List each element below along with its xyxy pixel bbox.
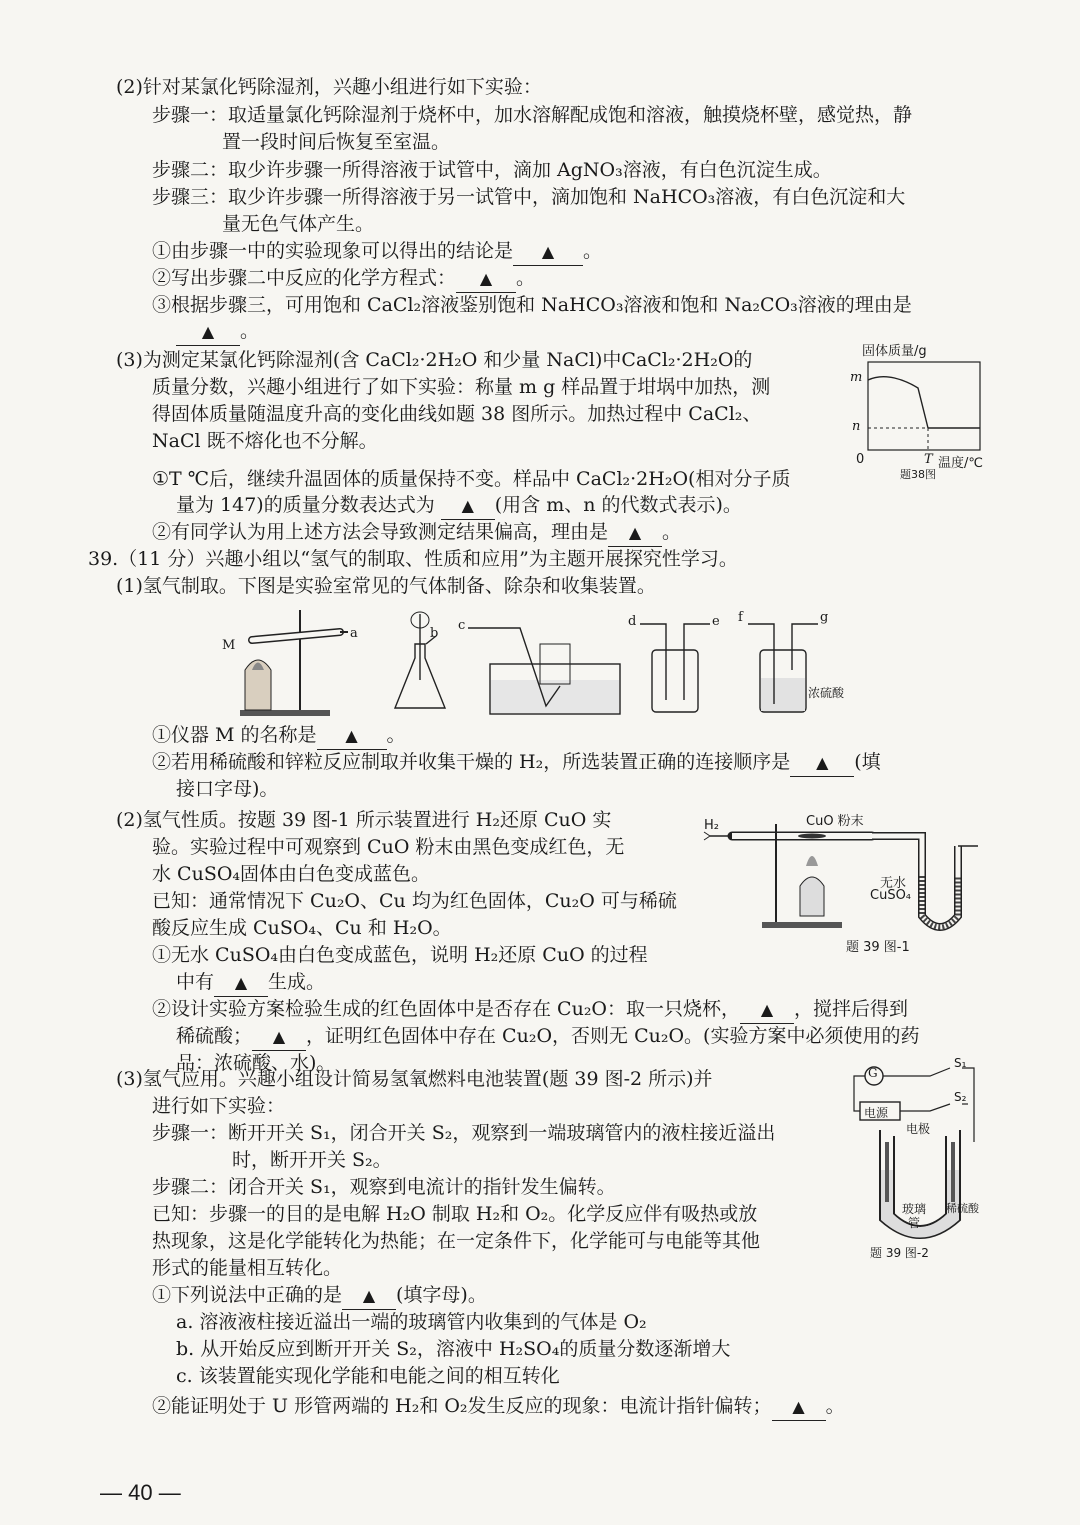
q38-3-q2: ②有同学认为用上述方法会导致测定结果偏高，理由是 ▲ 。 [152, 519, 681, 547]
q38-3-q1: ①T ℃后，继续升温固体的质量保持不变。样品中 CaCl₂·2H₂O(相对分子质 [152, 468, 791, 490]
q39-2-known1: 已知：通常情况下 Cu₂O、Cu 均为红色固体，Cu₂O 可与稀硫 [152, 890, 677, 912]
q39-2-line3: 水 CuSO₄固体由白色变成蓝色。 [152, 863, 431, 885]
apparatus-row [200, 600, 845, 720]
q39-1-q1: ①仪器 M 的名称是 ▲ 。 [152, 722, 406, 750]
figure-39-2-s2-label: S₂ [954, 1090, 967, 1104]
figure-39-1-apparatus [702, 806, 992, 956]
figure-39-2-fuel-cell [850, 1056, 990, 1260]
label-conc-acid: 浓硫酸 [808, 686, 845, 700]
q39-3-known2: 热现象，这是化学能转化为热能；在一定条件下，化学能可与电能等其他 [152, 1230, 761, 1252]
figure-38-ylabel: 固体质量/g [862, 344, 927, 359]
q39-3-step1-cont: 时，断开开关 S₂。 [232, 1149, 392, 1171]
label-c: c [458, 618, 466, 633]
figure-39-1-cuso4-label-2: CuSO₄ [870, 888, 912, 903]
q39-3-q1: ①下列说法中正确的是 ▲ (填字母)。 [152, 1282, 487, 1310]
q39-2-q2: ②设计实验方案检验生成的红色固体中是否存在 Cu₂O：取一只烧杯， ▲ ，搅拌后得到 [152, 996, 908, 1024]
q39-3-step1: 步骤一：断开开关 S₁，闭合开关 S₂，观察到一端玻璃管内的液柱接近溢出 [152, 1122, 776, 1144]
figure-38-origin: 0 [856, 452, 865, 467]
apparatus-svg [200, 600, 840, 720]
figure-38-mass-temperature [840, 336, 990, 481]
q39-3-known1: 已知：步骤一的目的是电解 H₂O 制取 H₂和 O₂。化学反应伴有吸热或放 [152, 1203, 758, 1225]
q39-3-option-c: c. 该装置能实现化学能和电能之间的相互转化 [176, 1365, 560, 1387]
q38-2-step1-cont: 置一段时间后恢复至室温。 [222, 131, 451, 153]
label-b: b [430, 626, 439, 641]
figure-38-n-label: n [852, 419, 861, 434]
q39-1-q2-cont: 接口字母)。 [176, 778, 279, 800]
q38-2-step3-cont: 量无色气体产生。 [222, 213, 375, 235]
q39-2-known2: 酸反应生成 CuSO₄、Cu 和 H₂O。 [152, 917, 452, 939]
figure-39-2-electrode-label: 电极 [906, 1122, 931, 1136]
q39-3-option-a: a. 溶液液柱接近溢出一端的玻璃管内收集到的气体是 O₂ [176, 1311, 647, 1333]
figure-38-m-label: m [850, 370, 863, 385]
q38-2-q1: ①由步骤一中的实验现象可以得出的结论是 ▲ 。 [152, 238, 602, 266]
q39-3-line1: (3)氢气应用。兴趣小组设计简易氢氧燃料电池装置(题 39 图-2 所示)并 [116, 1068, 713, 1090]
figure-39-2-acid-label: 稀硫酸 [946, 1202, 979, 1215]
q39-3-step2: 步骤二：闭合开关 S₁，观察到电流计的指针发生偏转。 [152, 1176, 616, 1198]
q39-3-line2: 进行如下实验： [152, 1095, 286, 1117]
figure-39-2-tube-label-2: 管 [908, 1216, 921, 1230]
label-g: g [820, 610, 829, 625]
label-a: a [350, 626, 358, 641]
q38-2-step3: 步骤三：取少许步骤一所得溶液于另一试管中，滴加饱和 NaHCO₃溶液，有白色沉淀和大 [152, 186, 906, 208]
q39-2-q1: ①无水 CuSO₄由白色变成蓝色，说明 H₂还原 CuO 的过程 [152, 944, 648, 966]
figure-38-xlabel: 温度/℃ [938, 456, 983, 471]
figure-39-2-power-label: 电源 [864, 1106, 889, 1120]
figure-39-2-galvanometer-label: G [868, 1066, 878, 1080]
label-e: e [712, 614, 720, 629]
q39-2-q2-cont2: 品：浓硫酸、水)。 [176, 1052, 336, 1074]
q38-3-line2: 质量分数，兴趣小组进行了如下实验：称量 m g 样品置于坩埚中加热，测 [152, 376, 771, 398]
q39-3-option-b: b. 从开始反应到断开开关 S₂，溶液中 H₂SO₄的质量分数逐渐增大 [176, 1338, 731, 1360]
figure-39-1-h2-label: H₂ [704, 818, 719, 833]
q39-heading: 39.（11 分）兴趣小组以“氢气的制取、性质和应用”为主题开展探究性学习。 [88, 548, 738, 570]
label-f: f [738, 610, 743, 625]
q39-3-known3: 形式的能量相互转化。 [152, 1257, 343, 1279]
page-number: — 40 — [100, 1480, 181, 1505]
figure-39-1-caption: 题 39 图-1 [846, 940, 910, 955]
q38-3-line3: 得固体质量随温度升高的变化曲线如题 38 图所示。加热过程中 CaCl₂、 [152, 403, 762, 425]
figure-38-caption: 题38图 [900, 468, 936, 481]
q38-3-line1: (3)为测定某氯化钙除湿剂(含 CaCl₂·2H₂O 和少量 NaCl)中CaCl₂·2H₂O的 [116, 349, 753, 371]
q38-2-q3: ③根据步骤三，可用饱和 CaCl₂溶液鉴别饱和 NaHCO₃溶液和饱和 Na₂CO₃溶液的理由是 [152, 294, 912, 316]
q39-3-q2: ②能证明处于 U 形管两端的 H₂和 O₂发生反应的现象：电流计指针偏转； ▲ 。 [152, 1393, 845, 1421]
label-d: d [628, 614, 637, 629]
q39-2-line1: (2)氢气性质。按题 39 图-1 所示装置进行 H₂还原 CuO 实 [116, 809, 612, 831]
q39-1-q2: ②若用稀硫酸和锌粒反应制取并收集干燥的 H₂，所选装置正确的连接顺序是 ▲ (填 [152, 749, 881, 777]
q39-2-q2-cont: 稀硫酸； ▲ ，证明红色固体中存在 Cu₂O，否则无 Cu₂O。(实验方案中必须使用的药 [176, 1023, 919, 1051]
q38-2-q3-blank: ▲ 。 [176, 318, 259, 346]
q38-2-step2: 步骤二：取少许步骤一所得溶液于试管中，滴加 AgNO₃溶液，有白色沉淀生成。 [152, 159, 832, 181]
figure-39-2-s1-label: S₁ [954, 1056, 967, 1070]
q39-2-q1-cont: 中有 ▲ 生成。 [176, 969, 325, 997]
figure-39-2-caption: 题 39 图-2 [870, 1246, 929, 1260]
figure-38-t-label: T [924, 452, 933, 467]
q38-2-intro: (2)针对某氯化钙除湿剂，兴趣小组进行如下实验： [116, 76, 542, 98]
q38-3-q1-cont: 量为 147)的质量分数表达式为 ▲ (用含 m、n 的代数式表示)。 [176, 492, 742, 520]
q38-2-q2: ②写出步骤二中反应的化学方程式： ▲ 。 [152, 265, 535, 293]
q38-2-step1: 步骤一：取适量氯化钙除湿剂于烧杯中，加水溶解配成饱和溶液，触摸烧杯壁，感觉热，静 [152, 104, 913, 126]
label-m: M [222, 638, 236, 653]
q39-1-intro: (1)氢气制取。下图是实验室常见的气体制备、除杂和收集装置。 [116, 575, 656, 597]
q39-2-line2: 验。实验过程中可观察到 CuO 粉末由黑色变成红色，无 [152, 836, 625, 858]
figure-39-2-tube-label-1: 玻璃 [902, 1202, 927, 1216]
figure-39-1-cuso4-label-1: 无水 [880, 876, 907, 891]
q38-3-line4: NaCl 既不熔化也不分解。 [152, 430, 378, 452]
figure-39-1-cuo-label: CuO 粉末 [806, 814, 864, 829]
